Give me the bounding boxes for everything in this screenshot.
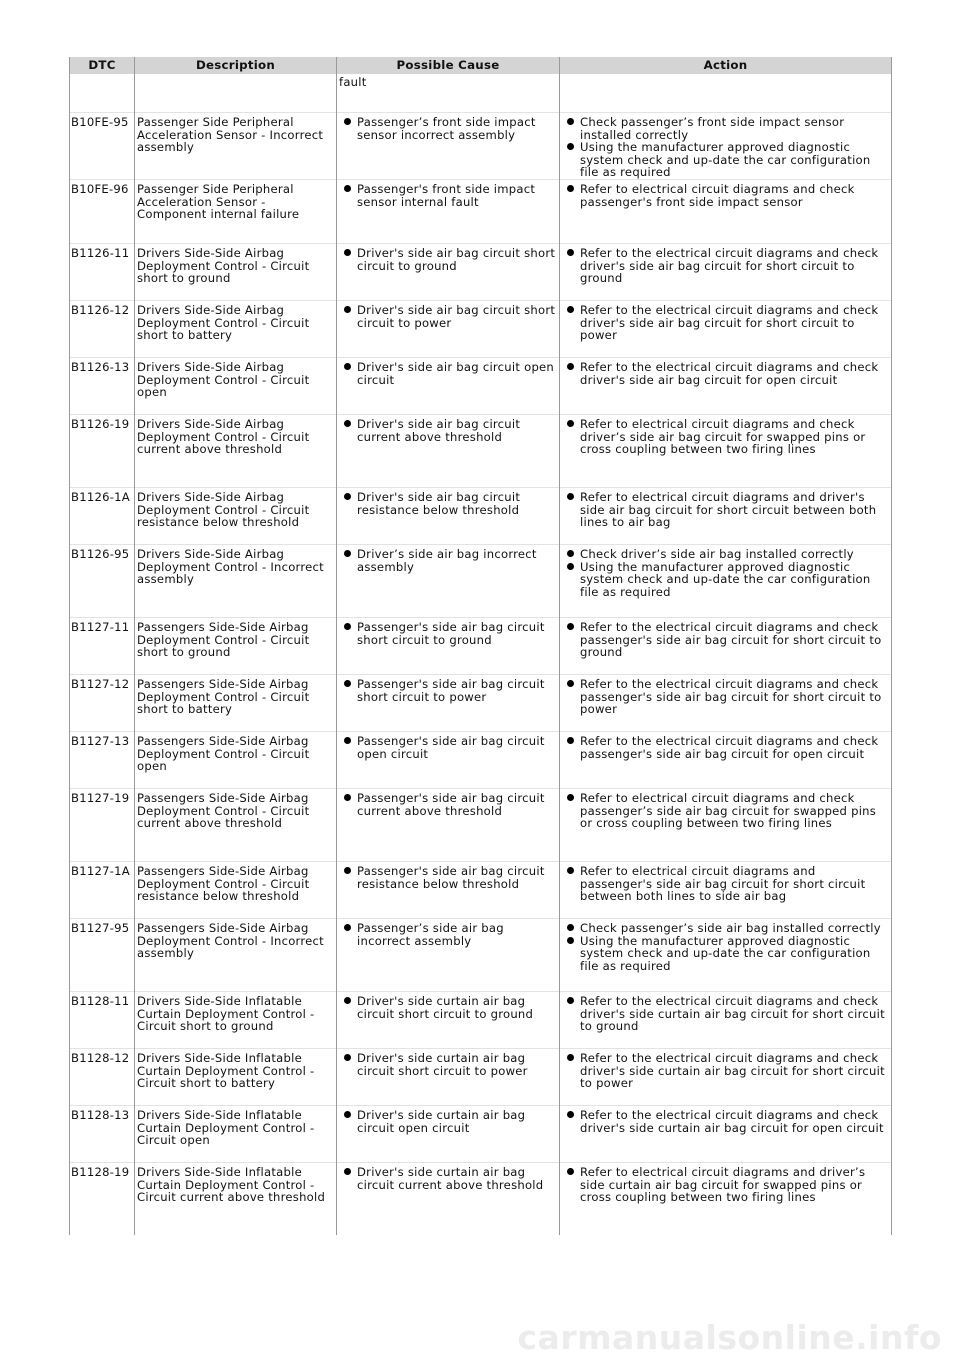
dtc-description: Passenger Side Peripheral Acceleration Sensor - Incorrect assembly — [135, 113, 337, 180]
possible-cause-item: Driver's side air bag circuit open circuit — [357, 361, 557, 386]
dtc-description: Drivers Side-Side Inflatable Curtain Deployment Control - Circuit open — [135, 1105, 337, 1162]
table-header-row — [70, 57, 892, 74]
possible-cause-cell — [337, 1162, 560, 1235]
possible-cause-cell — [337, 991, 560, 1048]
possible-cause-list — [339, 995, 557, 1020]
possible-cause-cell — [337, 788, 560, 861]
possible-cause-cell — [337, 1105, 560, 1162]
possible-cause-item: Passenger's side air bag circuit open circuit — [357, 735, 557, 760]
action-cell — [560, 414, 892, 487]
action-cell — [560, 544, 892, 617]
action-item: Refer to electrical circuit diagrams and passenger's side air bag circuit for short circuit between both lines to side air bag — [580, 865, 889, 903]
possible-cause-item: Passenger’s side air bag incorrect assembly — [357, 922, 557, 947]
possible-cause-item: Passenger's side air bag circuit resistance below threshold — [357, 865, 557, 890]
action-cell — [560, 918, 892, 991]
action-list — [562, 1052, 889, 1090]
action-list — [562, 621, 889, 659]
action-item: Check passenger’s front side impact sensor installed correctly — [580, 116, 889, 141]
dtc-code: B1127-1A — [70, 861, 135, 918]
possible-cause-cell — [337, 357, 560, 414]
possible-cause-list — [339, 678, 557, 703]
action-item: Check passenger’s side air bag installed correctly — [580, 922, 889, 935]
dtc-code: B1126-12 — [70, 300, 135, 357]
dtc-description: Drivers Side-Side Airbag Deployment Control - Circuit resistance below threshold — [135, 487, 337, 544]
continuation-dtc-cell — [70, 74, 135, 113]
action-cell — [560, 487, 892, 544]
possible-cause-list — [339, 621, 557, 646]
dtc-description: Drivers Side-Side Airbag Deployment Control - Circuit current above threshold — [135, 414, 337, 487]
action-item: Refer to the electrical circuit diagrams and check driver's side curtain air bag circuit for short circuit to power — [580, 1052, 889, 1090]
table-row — [70, 731, 892, 788]
possible-cause-cell — [337, 300, 560, 357]
table-row — [70, 1048, 892, 1105]
possible-cause-cell — [337, 918, 560, 991]
action-cell — [560, 991, 892, 1048]
action-item: Refer to the electrical circuit diagrams and check passenger's side air bag circuit for short circuit to power — [580, 678, 889, 716]
action-cell — [560, 300, 892, 357]
dtc-code: B10FE-95 — [70, 113, 135, 180]
dtc-code: B10FE-96 — [70, 179, 135, 243]
action-item: Refer to electrical circuit diagrams and check passenger's front side impact sensor — [580, 183, 889, 208]
action-cell — [560, 861, 892, 918]
dtc-code: B1126-95 — [70, 544, 135, 617]
action-list — [562, 678, 889, 716]
action-cell — [560, 1105, 892, 1162]
action-cell — [560, 1048, 892, 1105]
action-cell — [560, 179, 892, 243]
dtc-description: Drivers Side-Side Airbag Deployment Control - Circuit open — [135, 357, 337, 414]
dtc-code: B1128-13 — [70, 1105, 135, 1162]
possible-cause-list — [339, 548, 557, 573]
table-row — [70, 300, 892, 357]
possible-cause-list — [339, 1166, 557, 1191]
dtc-description: Drivers Side-Side Airbag Deployment Control - Circuit short to battery — [135, 300, 337, 357]
possible-cause-cell — [337, 617, 560, 674]
dtc-code: B1128-19 — [70, 1162, 135, 1235]
continuation-cause-cell: fault — [337, 74, 560, 113]
possible-cause-list — [339, 116, 557, 141]
dtc-table-page — [69, 57, 891, 1235]
table-row — [70, 357, 892, 414]
possible-cause-cell — [337, 1048, 560, 1105]
dtc-description: Passengers Side-Side Airbag Deployment Control - Circuit short to ground — [135, 617, 337, 674]
action-list — [562, 304, 889, 342]
continuation-row — [70, 74, 892, 113]
possible-cause-item: Driver's side curtain air bag circuit short circuit to power — [357, 1052, 557, 1077]
table-row — [70, 991, 892, 1048]
header-dtc: DTC — [70, 57, 135, 74]
dtc-description: Drivers Side-Side Inflatable Curtain Deployment Control - Circuit short to battery — [135, 1048, 337, 1105]
possible-cause-cell — [337, 861, 560, 918]
table-row — [70, 674, 892, 731]
action-item: Using the manufacturer approved diagnostic system check and up-date the car configuration file as required — [580, 935, 889, 973]
possible-cause-cell — [337, 487, 560, 544]
dtc-code: B1128-11 — [70, 991, 135, 1048]
action-item: Using the manufacturer approved diagnostic system check and up-date the car configuration file as required — [580, 561, 889, 599]
possible-cause-item: Driver’s side air bag incorrect assembly — [357, 548, 557, 573]
possible-cause-list — [339, 922, 557, 947]
dtc-description: Drivers Side-Side Airbag Deployment Control - Incorrect assembly — [135, 544, 337, 617]
action-list — [562, 1109, 889, 1134]
action-list — [562, 361, 889, 386]
dtc-code: B1127-13 — [70, 731, 135, 788]
action-item: Refer to the electrical circuit diagrams and check driver's side air bag circuit for open circuit — [580, 361, 889, 386]
action-item: Refer to the electrical circuit diagrams and check driver's side air bag circuit for short circuit to power — [580, 304, 889, 342]
possible-cause-item: Driver's side curtain air bag circuit short circuit to ground — [357, 995, 557, 1020]
action-list — [562, 1166, 889, 1204]
table-row — [70, 243, 892, 300]
dtc-code: B1126-11 — [70, 243, 135, 300]
action-item: Refer to electrical circuit diagrams and check driver’s side air bag circuit for swapped pins or cross coupling between two firing lines — [580, 418, 889, 456]
continuation-action-cell — [560, 74, 892, 113]
action-item: Check driver’s side air bag installed correctly — [580, 548, 889, 561]
possible-cause-list — [339, 418, 557, 443]
action-cell — [560, 1162, 892, 1235]
possible-cause-list — [339, 491, 557, 516]
action-cell — [560, 357, 892, 414]
table-row — [70, 1105, 892, 1162]
action-cell — [560, 731, 892, 788]
action-list — [562, 995, 889, 1033]
action-list — [562, 548, 889, 598]
dtc-code: B1127-19 — [70, 788, 135, 861]
possible-cause-item: Passenger's side air bag circuit short circuit to power — [357, 678, 557, 703]
possible-cause-item: Passenger’s front side impact sensor incorrect assembly — [357, 116, 557, 141]
possible-cause-item: Driver's side air bag circuit short circuit to power — [357, 302, 556, 330]
possible-cause-list — [339, 361, 557, 386]
possible-cause-cell — [337, 414, 560, 487]
dtc-code: B1127-95 — [70, 918, 135, 991]
possible-cause-cell — [337, 544, 560, 617]
header-description: Description — [135, 57, 337, 74]
possible-cause-item: Passenger's side air bag circuit current above threshold — [357, 792, 557, 817]
action-list — [562, 491, 889, 529]
dtc-code: B1126-13 — [70, 357, 135, 414]
possible-cause-cell — [337, 243, 560, 300]
dtc-code: B1128-12 — [70, 1048, 135, 1105]
possible-cause-list — [339, 247, 557, 272]
dtc-description: Passengers Side-Side Airbag Deployment Control - Incorrect assembly — [135, 918, 337, 991]
dtc-description: Passenger Side Peripheral Acceleration Sensor - Component internal failure — [135, 179, 337, 243]
watermark — [0, 1324, 960, 1358]
action-list — [562, 792, 889, 830]
possible-cause-cell — [337, 731, 560, 788]
action-cell — [560, 243, 892, 300]
action-cell — [560, 113, 892, 180]
possible-cause-item: Driver's side air bag circuit current above threshold — [357, 418, 557, 443]
action-list — [562, 247, 889, 285]
action-cell — [560, 674, 892, 731]
action-item: Refer to the electrical circuit diagrams and check passenger's side air bag circuit for short circuit to ground — [580, 621, 889, 659]
dtc-description: Passengers Side-Side Airbag Deployment Control - Circuit short to battery — [135, 674, 337, 731]
action-list — [562, 418, 889, 456]
dtc-description: Drivers Side-Side Inflatable Curtain Deployment Control - Circuit short to ground — [135, 991, 337, 1048]
action-list — [562, 865, 889, 903]
table-row — [70, 861, 892, 918]
dtc-description: Passengers Side-Side Airbag Deployment Control - Circuit open — [135, 731, 337, 788]
possible-cause-item: Driver's side curtain air bag circuit current above threshold — [357, 1166, 557, 1191]
action-list — [562, 922, 889, 972]
possible-cause-item: Driver's side curtain air bag circuit open circuit — [357, 1109, 557, 1134]
continuation-description-cell — [135, 74, 337, 113]
watermark-text: carmanualsonline.info — [517, 1324, 942, 1357]
table-row — [70, 788, 892, 861]
table-row — [70, 617, 892, 674]
table-row — [70, 544, 892, 617]
table-row — [70, 113, 892, 180]
dtc-code: B1126-1A — [70, 487, 135, 544]
possible-cause-list — [339, 1052, 557, 1077]
action-cell — [560, 788, 892, 861]
dtc-description: Passengers Side-Side Airbag Deployment Control - Circuit resistance below threshold — [135, 861, 337, 918]
action-item: Refer to the electrical circuit diagrams and check passenger's side air bag circuit for open circuit — [580, 735, 889, 760]
possible-cause-item: Driver's side air bag circuit short circuit to ground — [357, 245, 556, 273]
table-row — [70, 918, 892, 991]
possible-cause-cell — [337, 674, 560, 731]
table-row — [70, 414, 892, 487]
dtc-code: B1126-19 — [70, 414, 135, 487]
action-item: Refer to electrical circuit diagrams and driver's side air bag circuit for short circuit between both lines to air bag — [580, 491, 889, 529]
action-item: Using the manufacturer approved diagnostic system check and up-date the car configuration file as required — [580, 141, 889, 179]
dtc-description: Drivers Side-Side Inflatable Curtain Deployment Control - Circuit current above threshold — [135, 1162, 337, 1235]
possible-cause-list — [339, 183, 557, 208]
action-item: Refer to the electrical circuit diagrams and check driver's side air bag circuit for short circuit to ground — [580, 247, 889, 285]
action-list — [562, 116, 889, 179]
table-row — [70, 179, 892, 243]
dtc-code: B1127-12 — [70, 674, 135, 731]
action-item: Refer to electrical circuit diagrams and check passenger’s side air bag circuit for swapped pins or cross coupling between two firing lines — [580, 792, 889, 830]
action-cell — [560, 617, 892, 674]
possible-cause-item: Driver's side air bag circuit resistance below threshold — [357, 491, 557, 516]
possible-cause-list — [339, 792, 557, 817]
dtc-description: Passengers Side-Side Airbag Deployment Control - Circuit current above threshold — [135, 788, 337, 861]
possible-cause-cell — [337, 179, 560, 243]
header-action: Action — [560, 57, 892, 74]
action-list — [562, 183, 889, 208]
possible-cause-list — [339, 1109, 557, 1134]
possible-cause-cell — [337, 113, 560, 180]
header-possible-cause: Possible Cause — [337, 57, 560, 74]
possible-cause-item: Passenger's side air bag circuit short circuit to ground — [357, 621, 557, 646]
dtc-code: B1127-11 — [70, 617, 135, 674]
action-item: Refer to electrical circuit diagrams and driver’s side curtain air bag circuit for swapped pins or cross coupling between two firing lines — [580, 1166, 889, 1204]
dtc-table — [69, 57, 892, 1235]
possible-cause-list — [339, 735, 557, 760]
possible-cause-item: Passenger's front side impact sensor internal fault — [357, 183, 557, 208]
table-row — [70, 1162, 892, 1235]
table-row — [70, 487, 892, 544]
possible-cause-list — [339, 865, 557, 890]
action-item: Refer to the electrical circuit diagrams and check driver's side curtain air bag circuit for short circuit to ground — [580, 995, 889, 1033]
dtc-description: Drivers Side-Side Airbag Deployment Control - Circuit short to ground — [135, 243, 337, 300]
action-item: Refer to the electrical circuit diagrams and check driver's side curtain air bag circuit for open circuit — [580, 1109, 889, 1134]
possible-cause-list — [339, 304, 557, 329]
action-list — [562, 735, 889, 760]
